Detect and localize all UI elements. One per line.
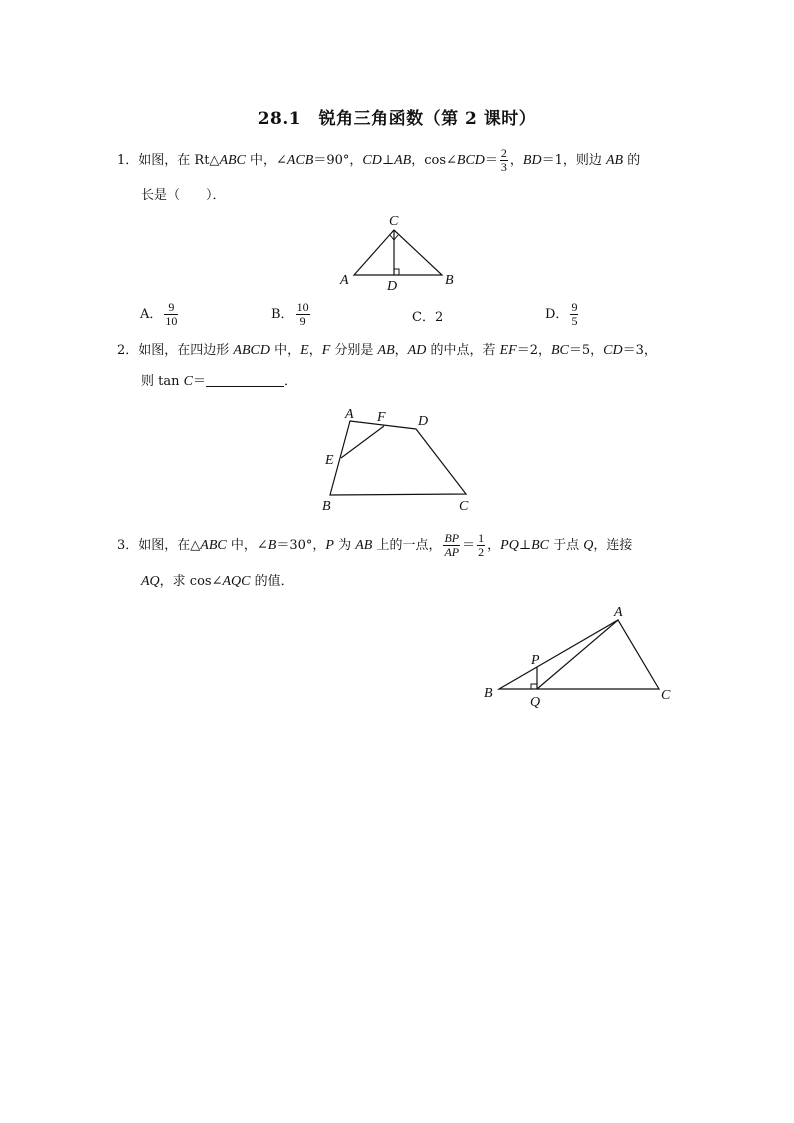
q3-var-bc: BC — [531, 538, 549, 553]
page-title: 28.1 锐角三角函数（第 2 课时） — [257, 109, 537, 129]
q3-var-q: Q — [583, 538, 594, 553]
q2-var-bc: BC — [550, 343, 569, 358]
q1-text: 中，∠ — [245, 153, 287, 168]
q2-text: ＝5， — [568, 343, 604, 358]
q3-fraction-value-numerator: 1 — [478, 531, 485, 545]
figure-3-triangle — [480, 600, 680, 710]
option-a-fraction — [164, 301, 178, 328]
q1-text: ⊥ — [381, 153, 395, 168]
q3-var-p: P — [325, 538, 334, 553]
option-c-value: 2 — [434, 310, 444, 325]
q2-text: ＝3， — [622, 343, 657, 358]
q3-text: 于点 — [548, 538, 584, 553]
q3-var-pq: PQ — [500, 538, 519, 553]
q3-fraction-value — [477, 532, 485, 559]
q2-text: ． — [283, 374, 297, 389]
fig3-label-a: A — [614, 605, 623, 620]
q1-var-bd: BD — [522, 153, 542, 168]
q2-text: 的中点，若 — [426, 343, 500, 358]
q3-fraction-value-denominator: 2 — [478, 545, 485, 559]
q3-text: ，连接 — [593, 538, 633, 553]
q3-fraction-ratio — [443, 532, 460, 559]
q2-var-e: E — [300, 343, 309, 358]
q3-text: 如图，在△ — [138, 538, 201, 553]
option-d[interactable] — [545, 301, 580, 328]
fig3-label-q: Q — [530, 695, 541, 710]
q1-var-abc: ABC — [219, 153, 246, 168]
q1-var-acb: ACB — [286, 153, 314, 168]
question-3-number: 3． — [117, 538, 139, 553]
q1-fraction-denominator: 3 — [500, 160, 507, 174]
q3-text: ＝ — [462, 538, 476, 553]
q2-var-c: C — [183, 374, 193, 389]
q1-text: ， — [509, 153, 523, 168]
q1-var-ab: AB — [394, 153, 412, 168]
q1-fraction — [500, 147, 508, 174]
option-a[interactable] — [140, 301, 180, 328]
q3-text: 为 — [333, 538, 356, 553]
option-a-letter: A． — [140, 307, 163, 322]
fig3-label-c: C — [661, 688, 671, 703]
option-d-fraction — [570, 301, 578, 328]
q1-text: ，cos∠ — [411, 153, 457, 168]
question-1-number: 1． — [117, 153, 139, 168]
q2-var-ab: AB — [377, 343, 395, 358]
q2-var-f: F — [321, 343, 331, 358]
q2-var-abcd: ABCD — [233, 343, 270, 358]
q1-var-cd: CD — [362, 153, 382, 168]
fig3-label-p: P — [531, 653, 540, 668]
q3-var-aq: AQ — [141, 574, 160, 589]
q3-text: ⊥ — [518, 538, 532, 553]
q2-var-ad: AD — [407, 343, 427, 358]
q3-text: 中，∠ — [226, 538, 268, 553]
q3-text: 上的一点， — [372, 538, 442, 553]
question-2-line-2 — [141, 372, 297, 392]
q1-text: ＝1，则边 — [541, 153, 606, 168]
fig3-label-b: B — [484, 686, 493, 701]
fig2-label-d: D — [418, 414, 429, 429]
option-d-letter: D． — [545, 307, 569, 322]
q1-var-ab: AB — [606, 153, 624, 168]
q3-var-abc: ABC — [200, 538, 227, 553]
option-a-numerator: 9 — [164, 301, 178, 315]
q1-var-bcd: BCD — [456, 153, 485, 168]
fig2-label-e: E — [325, 453, 334, 468]
q1-fraction-numerator: 2 — [500, 146, 507, 160]
q3-var-ab: AB — [355, 538, 373, 553]
figure-1-right-triangle — [330, 208, 460, 298]
q2-text: ＝ — [192, 374, 206, 389]
fig2-label-b: B — [322, 499, 331, 514]
q3-fraction-ratio-numerator: BP — [444, 531, 460, 545]
q2-text: ＝2， — [516, 343, 551, 358]
q3-text: ＝30°， — [276, 538, 326, 553]
q2-var-cd: CD — [603, 343, 623, 358]
option-d-denominator: 5 — [571, 314, 578, 328]
q3-fraction-ratio-denominator: AP — [444, 545, 460, 559]
question-1-line-1 — [117, 147, 640, 174]
option-b-denominator: 9 — [299, 314, 306, 328]
question-1-line-2: 长是（ ）． — [141, 188, 226, 203]
option-b-fraction — [296, 301, 310, 328]
q2-text: 分别是 — [330, 343, 378, 358]
option-a-denominator: 10 — [165, 314, 178, 328]
q2-var-ef: EF — [499, 343, 517, 358]
q2-text: 如图，在四边形 — [138, 343, 234, 358]
option-c[interactable] — [412, 306, 443, 325]
q1-text: ＝90°， — [313, 153, 363, 168]
option-b-numerator: 10 — [296, 300, 309, 314]
question-3-line-2 — [141, 572, 294, 592]
fig1-label-b: B — [445, 273, 454, 288]
fig2-label-f: F — [377, 410, 386, 425]
q2-text: 则 tan — [141, 374, 184, 389]
q1-text: 的 — [623, 153, 641, 168]
q3-text: 的值． — [250, 574, 294, 589]
q3-var-b: B — [267, 538, 277, 553]
fig2-label-c: C — [459, 499, 469, 514]
option-b[interactable] — [271, 301, 312, 328]
question-3-line-1 — [117, 532, 632, 559]
option-d-numerator: 9 — [571, 300, 578, 314]
figure-2-quadrilateral — [318, 400, 478, 515]
fig1-label-a: A — [340, 273, 349, 288]
q1-text: ＝ — [484, 153, 498, 168]
option-b-letter: B． — [271, 307, 294, 322]
q3-var-aqc: AQC — [222, 574, 251, 589]
q2-text: ， — [394, 343, 408, 358]
option-c-letter: C． — [412, 310, 435, 325]
fig2-label-a: A — [345, 407, 354, 422]
answer-blank[interactable] — [206, 372, 284, 387]
fig1-label-c: C — [389, 214, 399, 229]
q2-text: 中， — [269, 343, 301, 358]
q2-text: ， — [308, 343, 322, 358]
q3-text: ，求 cos∠ — [159, 574, 223, 589]
q3-text: ， — [487, 538, 501, 553]
q1-text: 如图，在 Rt△ — [138, 153, 220, 168]
question-2-number: 2． — [117, 343, 139, 358]
fig1-label-d: D — [387, 279, 398, 294]
question-2-line-1 — [117, 341, 657, 361]
